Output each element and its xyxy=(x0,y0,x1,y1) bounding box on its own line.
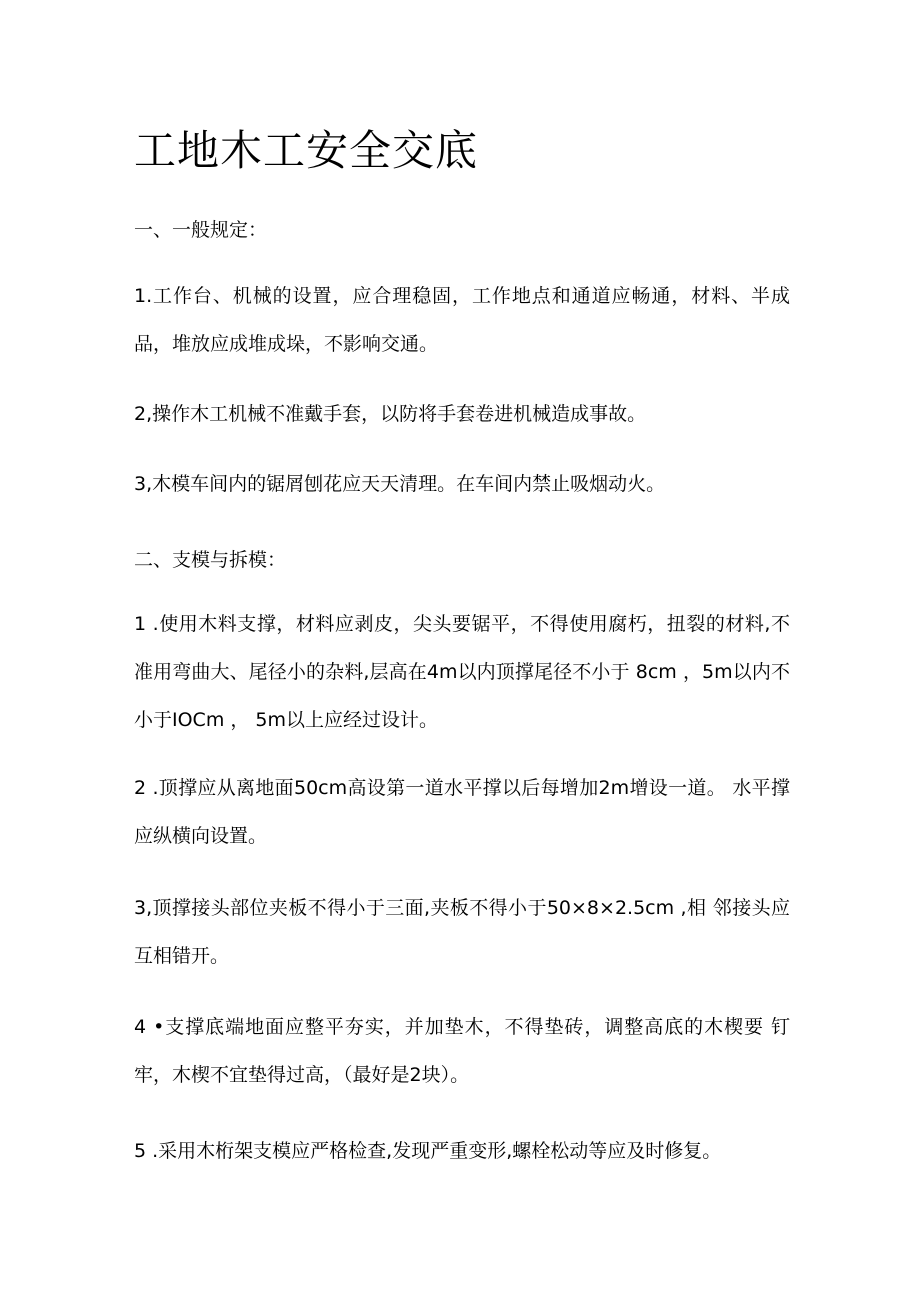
formwork-rule-3: 3,顶撑接头部位夹板不得小于三面,夹板不得小于50×8×2.5cm ,相 邻接头应互相错开。 xyxy=(134,897,790,967)
section-heading-formwork: 二、支模与拆模： xyxy=(134,549,287,571)
general-rule-3: 3,木模车间内的锯屑刨花应天天清理。在车间内禁止吸烟动火。 xyxy=(134,473,666,495)
formwork-rule-4: 4 •支撑底端地面应整平夯实，并加垫木，不得垫砖，调整高底的木楔要 钉牢，木楔不宜垫得过高，（最好是2块）。 xyxy=(134,1016,790,1086)
section-heading-general: 一、一般规定： xyxy=(134,219,268,241)
formwork-rule-1: 1 .使用木料支撑，材料应剥皮，尖头要锯平，不得使用腐朽，扭裂的材料,不准用弯曲大、尾径小的杂料,层高在4m以内顶撑尾径不小于 8cm ，5m以内不小于IOCm ， 5m以上应经过设计。 xyxy=(134,613,790,731)
general-rule-1: 1.工作台、机械的设置，应合理稳固，工作地点和通道应畅通，材料、半成品，堆放应成堆成垛，不影响交通。 xyxy=(134,285,790,355)
general-rule-2: 2,操作木工机械不准戴手套，以防将手套卷进机械造成事故。 xyxy=(134,403,647,425)
page-title: 工地木工安全交底 xyxy=(134,126,479,175)
formwork-rule-2: 2 .顶撑应从离地面50cm高设第一道水平撑以后每增加2m增设一道。 水平撑应纵横向设置。 xyxy=(134,777,790,847)
formwork-rule-5: 5 .采用木桁架支模应严格检查,发现严重变形,螺栓松动等应及时修复。 xyxy=(134,1140,722,1162)
